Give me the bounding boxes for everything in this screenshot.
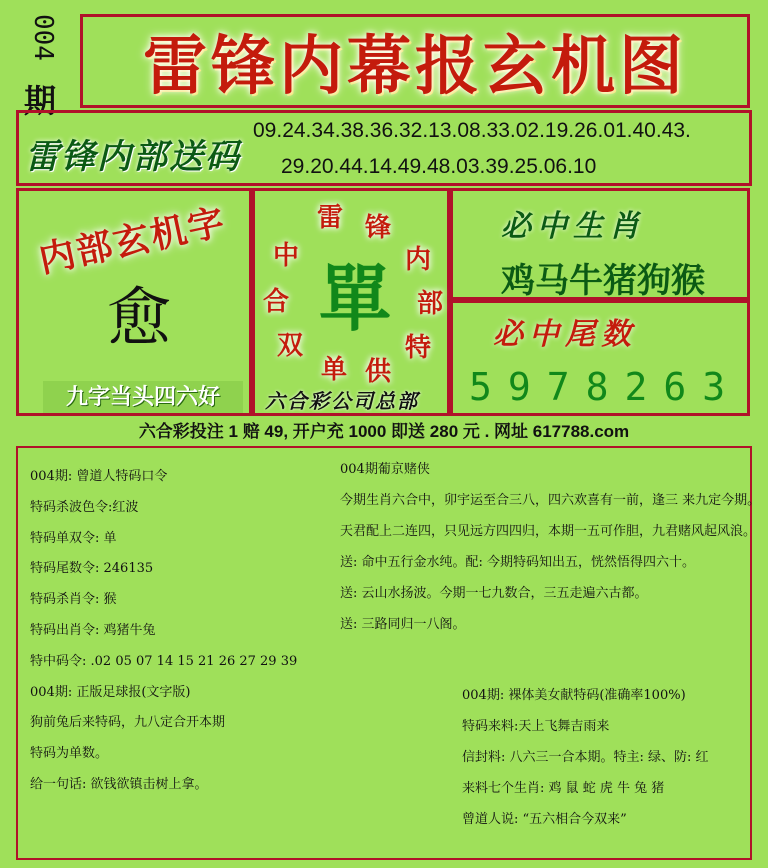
tip-line: 特中码令: .02 05 07 14 15 21 26 27 29 39 (30, 653, 298, 669)
numbers-section (16, 110, 752, 186)
tips-section (16, 446, 761, 860)
hidden-character-panel (16, 188, 252, 416)
tip-line: 今期生肖六合中，卯宇运至合三八，四六欢喜有一前，逢三 来九定今期。 (340, 493, 761, 508)
tip-line: 特码尾数令: 246135 (30, 561, 154, 577)
tail-number-panel (450, 300, 750, 416)
ad-line: 六合彩投注 1 赔 49, 开户充 1000 即送 280 元 . 网址 617788.com (138, 422, 630, 441)
tip-line: 004期: 曾道人特码口令 (30, 469, 168, 484)
tip-line: 送: 云山水扬波。今期一七九数合，三五走遍六古都。 (340, 586, 648, 601)
numbers-line-1: 09.24.34.38.36.32.13.08.33.02.19.26.01.40.43. (253, 119, 691, 142)
numbers-label: 雷锋内部送码 (25, 137, 241, 177)
ring-char: 供 (365, 357, 392, 387)
tip-line: 给一句话: 欲钱欲镇击树上拿。 (30, 776, 208, 792)
tip-line: 送: 命中五行金水纯。配: 今期特码知出五，恍然悟得四六十。 (340, 555, 696, 570)
tip-line: 特码杀波色令:红波 (30, 499, 139, 515)
tail-number-title: 必中尾数 (493, 317, 637, 352)
hidden-character-caption: 九字当头四六好 (65, 384, 220, 410)
zodiac-title: 必中生肖 (501, 209, 645, 244)
tip-line: 曾道人说: “五六相合今双来” (462, 812, 627, 827)
tip-line: 特码单双令: 单 (30, 530, 117, 546)
zodiac-animals: 鸡马牛猪狗猴 (501, 261, 705, 301)
tip-line: 004期葡京赌侠 (340, 462, 430, 477)
tip-line: 狗前兔后来特码，九八定合开本期 (30, 715, 226, 731)
hidden-character: 愈 (107, 282, 171, 356)
tip-line: 天君配上二连四，只见远方四四归，本期一五可作胆，九君赌风起风浪。 (340, 524, 757, 539)
tips-right-column (340, 454, 761, 640)
tip-line: 送: 三路同归一八阁。 (340, 617, 466, 632)
numbers-line-2: 29.20.44.14.49.48.03.39.25.06.10 (281, 155, 597, 178)
tip-line: 004期: 正版足球报(文字版) (30, 684, 191, 700)
tip-line: 来料七个生肖: 鸡 鼠 蛇 虎 牛 兔 猪 (462, 781, 665, 796)
issue-label (22, 14, 70, 120)
ring-char: 部 (417, 289, 444, 319)
company-headquarters: 六合彩公司总部 (265, 389, 419, 413)
ring-char: 单 (321, 355, 348, 385)
tips-right-column-lower (462, 680, 752, 835)
tip-line: 特码来料:天上飞舞吉雨来 (462, 719, 610, 734)
zodiac-panel (450, 188, 750, 300)
tip-line: 特码出肖令: 鸡猪牛兔 (30, 622, 156, 638)
hidden-character-caption-box (43, 381, 243, 413)
main-title: 雷锋内幕报玄机图 (80, 14, 750, 108)
issue-suffix: 期 (24, 82, 57, 120)
ring-char: 雷 (317, 203, 344, 233)
odd-even-character: 單 (319, 256, 392, 341)
tail-number-digits: 5978263 (469, 365, 742, 409)
tips-left-column (30, 462, 330, 801)
ring-char: 特 (405, 333, 432, 363)
odd-even-panel (252, 188, 450, 416)
ring-char: 中 (273, 241, 300, 271)
tip-line: 特码杀肖令: 猴 (30, 592, 117, 608)
tip-line: 信封料: 八六三一合本期。特主: 绿、防: 红 (462, 750, 709, 765)
hidden-character-title: 内部玄机字 (35, 200, 230, 282)
issue-number: 004 (28, 14, 58, 61)
ring-char: 内 (405, 245, 432, 275)
ring-char: 双 (277, 331, 304, 361)
tip-line: 004期: 裸体美女献特码(准确率100%) (462, 688, 686, 703)
tip-line: 特码为单数。 (30, 746, 109, 762)
ring-char: 锋 (365, 213, 392, 243)
ring-char: 合 (263, 287, 290, 317)
